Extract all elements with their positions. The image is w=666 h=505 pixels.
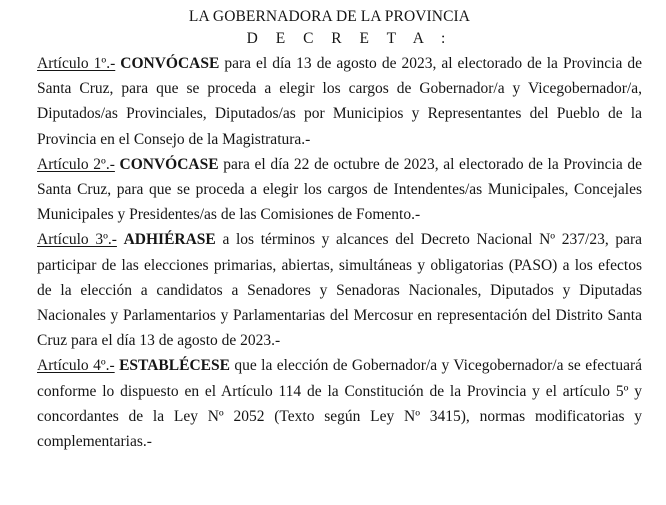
decreta-title: D E C R E T A : [246,30,453,47]
article-verb: ESTABLÉCESE [119,357,230,375]
article-text: para el día 22 de octubre de 2023, al electorado de la Provincia de Santa Cruz, para que se proceda a elegir los cargos de Intendentes/as Municipales, Concejales Municipales y Presidentes/as de las Comisiones de Fomento.- [37,155,643,224]
document-heading: LA GOBERNADORA DE LA PROVINCIA [188,8,471,25]
article-text: que la elección de Gobernador/a y Vicegobernador/a se efectuará conforme lo dispuesto en el Artículo 114 de la Constitución de la Provincia y el artículo 5º y concordantes de la Ley Nº 2052 (Texto según Ley Nº 3415), normas modificatorias y complementarias.- [37,357,643,451]
article-verb: CONVÓCASE [120,55,220,72]
article-text: para el día 13 de agosto de 2023, al electorado de la Provincia de Santa Cruz, para que se proceda a elegir los cargos de Gobernador/a y Vicegobernador/a, Diputados/as Provinciales, Diputados/as por Municipios y Representantes del Pueblo de la Provincia en el Consejo de la Magistratura.- [37,55,642,148]
article-verb: CONVÓCASE [119,155,219,173]
article-number: Artículo 2º.- [37,155,115,173]
article-3 [37,227,642,353]
article-verb: ADHIÉRASE [123,231,216,249]
article-text: a los términos y alcances del Decreto Nacional Nº 237/23, para participar de las elecciones primarias, abiertas, simultáneas y obligatorias (PASO) a los efectos de la elección a candidatos a Senadores y Senadoras Nacionales, Diputados y Diputadas Nacionales y Parlamentarios y Parlamentarias del Mercosur en representación del Distrito Santa Cruz para el día 13 de agosto de 2023.- [37,231,643,350]
article-1 [37,51,642,152]
article-number: Artículo 3º.- [37,231,117,249]
article-4 [37,353,642,454]
article-number: Artículo 4º.- [37,357,115,375]
article-2 [37,152,642,228]
article-number: Artículo 1º.- [37,55,116,72]
